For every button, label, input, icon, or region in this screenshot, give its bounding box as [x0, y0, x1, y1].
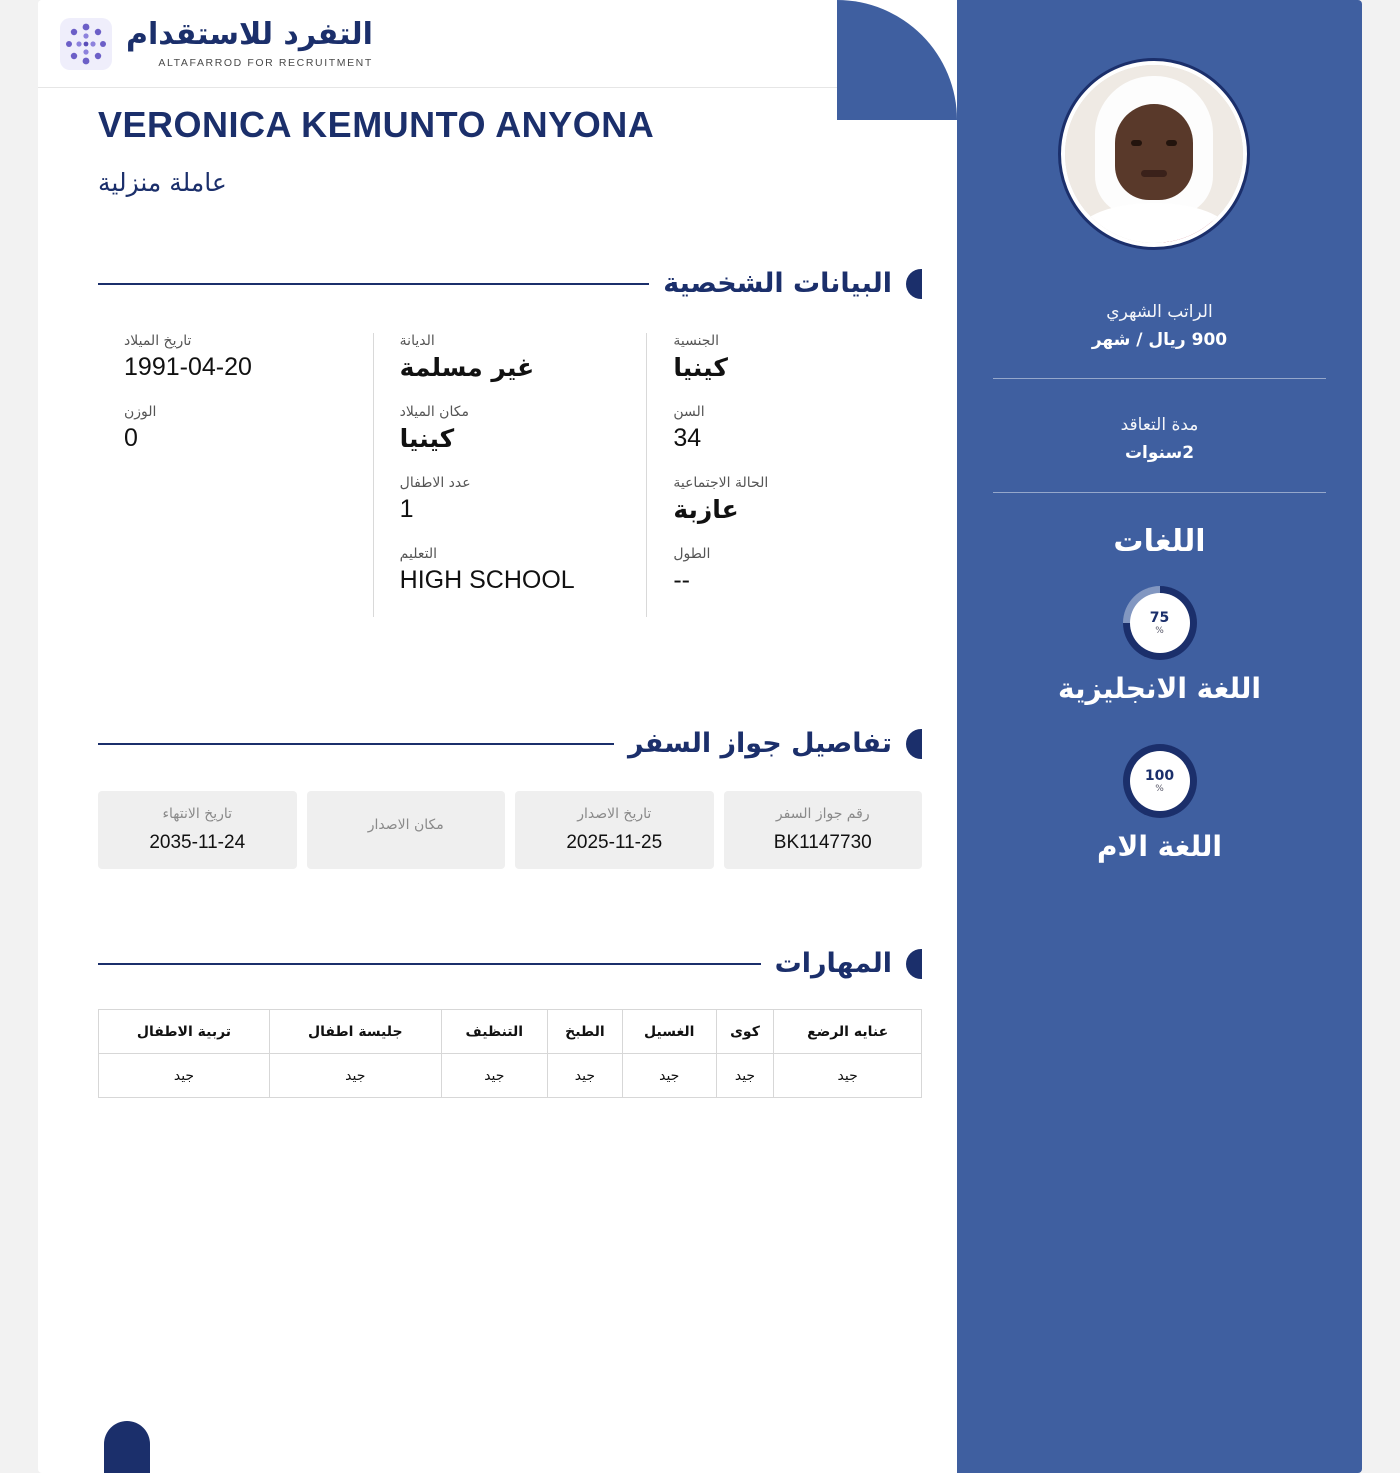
- section-passport-details: [98, 728, 922, 869]
- language-english: [993, 586, 1326, 705]
- section-marker-icon: [906, 269, 922, 299]
- card-value: 2035-11-24: [149, 832, 246, 853]
- section-header: [98, 268, 922, 299]
- skill-header: عنايه الرضع: [774, 1010, 922, 1054]
- field-label: الوزن: [124, 404, 157, 420]
- passport-expiry-card: [98, 791, 297, 869]
- contract-label: مدة التعاقد: [1120, 415, 1199, 435]
- language-progress-ring: [1123, 744, 1197, 818]
- side-panel: [957, 0, 1362, 1473]
- field-nationality: [673, 333, 896, 382]
- cv-page: [38, 0, 1362, 1473]
- skill-value: جيد: [716, 1054, 774, 1098]
- skill-value: جيد: [269, 1054, 441, 1098]
- language-name: اللغة الانجليزية: [1058, 672, 1261, 705]
- skill-header: جليسة اطفال: [269, 1010, 441, 1054]
- contract-block: [993, 415, 1326, 463]
- field-value: 0: [124, 424, 138, 452]
- passport-issue-place-card: [307, 791, 506, 869]
- field-birthdate: [124, 333, 347, 382]
- section-skills: [98, 948, 922, 1098]
- field-education: [400, 546, 621, 595]
- personal-column-1: [647, 333, 922, 617]
- salary-label: الراتب الشهري: [1106, 302, 1213, 322]
- skill-header: الطبخ: [548, 1010, 623, 1054]
- salary-block: [993, 302, 1326, 350]
- card-label: رقم جواز السفر: [775, 806, 870, 822]
- field-birthplace: [400, 404, 621, 453]
- avatar: [1058, 58, 1250, 250]
- section-personal-data: [98, 268, 922, 617]
- skill-header: الغسيل: [622, 1010, 716, 1054]
- salary-value: 900 ريال / شهر: [1091, 330, 1228, 350]
- field-value: 1991-04-20: [124, 353, 252, 381]
- brand-name-ar: التفرد للاستقدام: [126, 16, 373, 52]
- panel-corner-notch: [837, 0, 957, 120]
- personal-column-3: [98, 333, 373, 617]
- section-header: [98, 728, 922, 759]
- skill-value: جيد: [548, 1054, 623, 1098]
- field-label: الطول: [673, 546, 711, 562]
- section-rule: [98, 743, 614, 745]
- table-header-row: [99, 1010, 922, 1054]
- card-value: 2025-11-25: [566, 832, 663, 853]
- passport-cards: [98, 791, 922, 869]
- skills-table: [98, 1009, 922, 1098]
- field-label: الحالة الاجتماعية: [673, 475, 769, 491]
- section-header: [98, 948, 922, 979]
- skill-header: تربية الاطفال: [99, 1010, 270, 1054]
- contract-value: 2سنوات: [1124, 443, 1195, 463]
- candidate-photo: [1065, 65, 1243, 243]
- dotted-circle-logo-icon: [60, 18, 112, 70]
- skill-value: جيد: [622, 1054, 716, 1098]
- field-children-count: [400, 475, 621, 524]
- field-height: [673, 546, 896, 595]
- section-title: البيانات الشخصية: [663, 268, 892, 299]
- percent-unit: %: [1155, 625, 1164, 636]
- skill-value: جيد: [99, 1054, 270, 1098]
- field-value: كينيا: [673, 353, 728, 382]
- field-value: 1: [399, 495, 414, 523]
- skill-header: كوى: [716, 1010, 774, 1054]
- section-marker-icon: [906, 729, 922, 759]
- field-label: الديانة: [399, 333, 435, 349]
- card-value: BK1147730: [773, 832, 872, 853]
- field-label: مكان الميلاد: [399, 404, 469, 420]
- brand-logo: [60, 18, 373, 70]
- page-bottom-tab: [104, 1421, 150, 1473]
- skill-value: جيد: [441, 1054, 547, 1098]
- table-row: [99, 1054, 922, 1098]
- skill-header: التنظيف: [441, 1010, 547, 1054]
- ring-inner: [1130, 751, 1190, 811]
- card-label: مكان الاصدار: [367, 817, 444, 833]
- candidate-job-title: عاملة منزلية: [98, 168, 227, 197]
- passport-number-card: [724, 791, 923, 869]
- field-age: [673, 404, 896, 453]
- languages-heading: اللغات: [1113, 524, 1206, 559]
- language-percent: 100: [1144, 767, 1175, 784]
- percent-unit: %: [1155, 783, 1164, 794]
- language-progress-ring: [1123, 586, 1197, 660]
- section-rule: [98, 283, 649, 285]
- field-label: التعليم: [399, 546, 437, 562]
- section-title: تفاصيل جواز السفر: [627, 728, 892, 759]
- language-percent: 75: [1149, 609, 1170, 626]
- language-mother-tongue: [993, 744, 1326, 863]
- candidate-name: VERONICA KEMUNTO ANYONA: [98, 104, 655, 145]
- section-rule: [98, 963, 761, 965]
- card-label: تاريخ الانتهاء: [162, 806, 233, 822]
- card-label: تاريخ الاصدار: [577, 806, 652, 822]
- field-value: كينيا: [399, 424, 455, 453]
- section-title: المهارات: [774, 948, 892, 979]
- language-name: اللغة الام: [1096, 830, 1223, 863]
- personal-data-grid: [98, 333, 922, 617]
- field-label: عدد الاطفال: [399, 475, 471, 491]
- field-label: الجنسية: [673, 333, 719, 349]
- ring-inner: [1130, 593, 1190, 653]
- brand-name-en: ALTAFARROD FOR RECRUITMENT: [158, 56, 373, 69]
- panel-divider: [993, 492, 1326, 493]
- passport-issue-date-card: [515, 791, 714, 869]
- field-value: HIGH SCHOOL: [399, 566, 575, 594]
- field-weight: [124, 404, 347, 453]
- skill-value: جيد: [774, 1054, 922, 1098]
- field-label: تاريخ الميلاد: [124, 333, 192, 349]
- personal-column-2: [373, 333, 648, 617]
- section-marker-icon: [906, 949, 922, 979]
- panel-divider: [993, 378, 1326, 379]
- field-value: --: [673, 566, 690, 594]
- field-value: عازبة: [673, 495, 739, 524]
- field-marital-status: [673, 475, 896, 524]
- field-value: 34: [673, 424, 702, 452]
- field-religion: [400, 333, 621, 382]
- field-label: السن: [673, 404, 705, 420]
- field-value: غير مسلمة: [399, 353, 535, 382]
